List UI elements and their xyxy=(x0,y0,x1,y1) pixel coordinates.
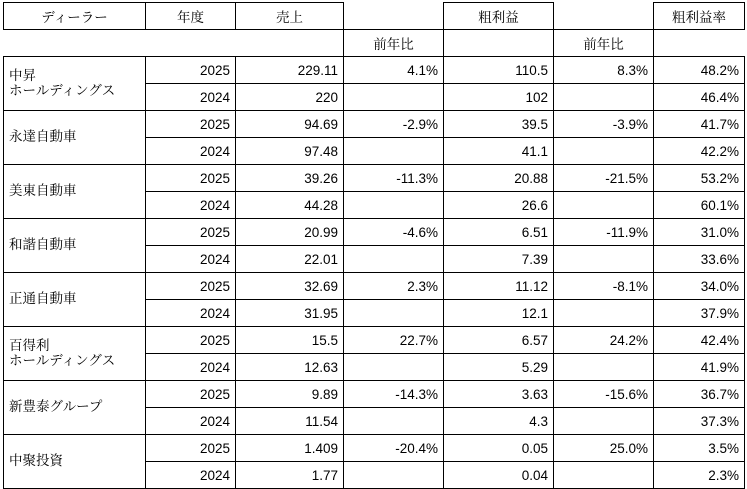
cell-gross-profit: 7.39 xyxy=(444,246,554,273)
cell-gp-yoy xyxy=(554,138,654,165)
cell-gp-margin: 53.2% xyxy=(654,165,745,192)
cell-gp-margin: 41.7% xyxy=(654,111,745,138)
dealer-name-line1: 正通自動車 xyxy=(9,291,77,307)
cell-sales-yoy: -20.4% xyxy=(344,435,444,462)
cell-dealer-name xyxy=(4,219,146,273)
cell-sales: 9.89 xyxy=(236,381,344,408)
dealer-name-line2: ホールディングス xyxy=(9,82,116,98)
header-gross-profit: 粗利益 xyxy=(444,3,554,30)
cell-gp-yoy xyxy=(554,192,654,219)
cell-gp-yoy xyxy=(554,300,654,327)
cell-gross-profit: 5.29 xyxy=(444,354,554,381)
cell-gp-yoy: 8.3% xyxy=(554,57,654,84)
cell-gross-profit: 110.5 xyxy=(444,57,554,84)
cell-gp-yoy xyxy=(554,354,654,381)
cell-sales-yoy xyxy=(344,300,444,327)
cell-gp-yoy xyxy=(554,408,654,435)
cell-gp-yoy: -11.9% xyxy=(554,219,654,246)
cell-year: 2024 xyxy=(146,138,236,165)
cell-dealer-name xyxy=(4,165,146,219)
table-header-row-1 xyxy=(4,3,745,30)
dealer-name-line1: 和諧自動車 xyxy=(9,237,77,253)
cell-year: 2025 xyxy=(146,165,236,192)
cell-gp-yoy: -15.6% xyxy=(554,381,654,408)
dealer-name-line1: 中聚投資 xyxy=(9,453,63,469)
table-row xyxy=(4,327,745,354)
subheader-gp-margin-spacer xyxy=(654,30,745,57)
cell-gross-profit: 41.1 xyxy=(444,138,554,165)
table-row xyxy=(4,273,745,300)
header-sales-yoy: 前年比 xyxy=(344,30,444,57)
cell-dealer-name xyxy=(4,327,146,381)
cell-gross-profit: 4.3 xyxy=(444,408,554,435)
cell-sales: 32.69 xyxy=(236,273,344,300)
cell-sales-yoy xyxy=(344,192,444,219)
cell-gross-profit: 6.57 xyxy=(444,327,554,354)
cell-gp-margin: 33.6% xyxy=(654,246,745,273)
cell-sales-yoy: 4.1% xyxy=(344,57,444,84)
cell-gp-margin: 2.3% xyxy=(654,462,745,489)
cell-year: 2024 xyxy=(146,84,236,111)
cell-year: 2024 xyxy=(146,192,236,219)
cell-gross-profit: 6.51 xyxy=(444,219,554,246)
subheader-dealer-spacer xyxy=(4,30,146,57)
cell-gross-profit: 11.12 xyxy=(444,273,554,300)
table-row xyxy=(4,435,745,462)
cell-gp-margin: 42.2% xyxy=(654,138,745,165)
cell-gross-profit: 12.1 xyxy=(444,300,554,327)
cell-sales-yoy xyxy=(344,408,444,435)
cell-sales: 12.63 xyxy=(236,354,344,381)
cell-gp-yoy: -21.5% xyxy=(554,165,654,192)
cell-dealer-name xyxy=(4,57,146,111)
cell-gp-yoy xyxy=(554,462,654,489)
subheader-year-spacer xyxy=(146,30,236,57)
cell-year: 2025 xyxy=(146,381,236,408)
cell-sales: 220 xyxy=(236,84,344,111)
cell-year: 2025 xyxy=(146,273,236,300)
cell-sales: 44.28 xyxy=(236,192,344,219)
cell-gross-profit: 0.04 xyxy=(444,462,554,489)
cell-gp-yoy xyxy=(554,84,654,111)
header-sales-yoy-spacer xyxy=(344,3,444,30)
cell-year: 2024 xyxy=(146,300,236,327)
cell-sales: 1.77 xyxy=(236,462,344,489)
cell-year: 2024 xyxy=(146,408,236,435)
cell-sales: 20.99 xyxy=(236,219,344,246)
cell-gp-yoy: -3.9% xyxy=(554,111,654,138)
cell-year: 2024 xyxy=(146,354,236,381)
header-gp-yoy: 前年比 xyxy=(554,30,654,57)
cell-dealer-name xyxy=(4,381,146,435)
cell-gp-yoy: 24.2% xyxy=(554,327,654,354)
cell-sales-yoy xyxy=(344,354,444,381)
cell-sales-yoy xyxy=(344,84,444,111)
subheader-gp-spacer xyxy=(444,30,554,57)
header-year: 年度 xyxy=(146,3,236,30)
cell-gp-margin: 37.9% xyxy=(654,300,745,327)
dealer-name-line1: 百得利 xyxy=(9,338,50,354)
cell-gp-margin: 3.5% xyxy=(654,435,745,462)
cell-year: 2024 xyxy=(146,246,236,273)
header-gp-yoy-spacer xyxy=(554,3,654,30)
cell-gp-yoy: 25.0% xyxy=(554,435,654,462)
cell-gross-profit: 20.88 xyxy=(444,165,554,192)
subheader-sales-spacer xyxy=(236,30,344,57)
dealer-financials-table xyxy=(3,2,745,489)
dealer-name-line1: 中昇 xyxy=(9,68,36,84)
cell-year: 2025 xyxy=(146,219,236,246)
table-row xyxy=(4,381,745,408)
cell-sales: 39.26 xyxy=(236,165,344,192)
cell-gross-profit: 0.05 xyxy=(444,435,554,462)
spreadsheet-canvas xyxy=(0,2,747,483)
cell-year: 2025 xyxy=(146,111,236,138)
cell-gross-profit: 26.6 xyxy=(444,192,554,219)
cell-year: 2025 xyxy=(146,57,236,84)
cell-gp-margin: 60.1% xyxy=(654,192,745,219)
cell-gp-margin: 41.9% xyxy=(654,354,745,381)
cell-gp-margin: 42.4% xyxy=(654,327,745,354)
cell-sales-yoy: -4.6% xyxy=(344,219,444,246)
cell-sales-yoy xyxy=(344,138,444,165)
cell-gross-profit: 3.63 xyxy=(444,381,554,408)
table-row xyxy=(4,57,745,84)
header-sales: 売上 xyxy=(236,3,344,30)
cell-gp-margin: 36.7% xyxy=(654,381,745,408)
cell-gp-margin: 46.4% xyxy=(654,84,745,111)
cell-year: 2024 xyxy=(146,462,236,489)
cell-sales: 11.54 xyxy=(236,408,344,435)
header-gp-margin: 粗利益率 xyxy=(654,3,745,30)
table-header-row-2 xyxy=(4,30,745,57)
dealer-name-line1: 新豊泰グループ xyxy=(9,399,103,415)
dealer-name-line1: 美東自動車 xyxy=(9,183,77,199)
header-dealer: ディーラー xyxy=(4,3,146,30)
cell-dealer-name xyxy=(4,435,146,489)
cell-gross-profit: 39.5 xyxy=(444,111,554,138)
table-row xyxy=(4,111,745,138)
cell-sales: 229.11 xyxy=(236,57,344,84)
cell-gp-margin: 31.0% xyxy=(654,219,745,246)
cell-sales-yoy: -2.9% xyxy=(344,111,444,138)
cell-sales-yoy: -11.3% xyxy=(344,165,444,192)
cell-sales-yoy xyxy=(344,462,444,489)
cell-gp-margin: 37.3% xyxy=(654,408,745,435)
table-row xyxy=(4,165,745,192)
cell-sales-yoy: -14.3% xyxy=(344,381,444,408)
cell-sales: 22.01 xyxy=(236,246,344,273)
cell-dealer-name xyxy=(4,111,146,165)
cell-gross-profit: 102 xyxy=(444,84,554,111)
cell-sales-yoy xyxy=(344,246,444,273)
cell-sales: 97.48 xyxy=(236,138,344,165)
cell-year: 2025 xyxy=(146,435,236,462)
cell-gp-yoy xyxy=(554,246,654,273)
cell-sales: 94.69 xyxy=(236,111,344,138)
cell-sales: 15.5 xyxy=(236,327,344,354)
cell-dealer-name xyxy=(4,273,146,327)
dealer-name-line1: 永達自動車 xyxy=(9,129,77,145)
cell-sales: 31.95 xyxy=(236,300,344,327)
cell-gp-yoy: -8.1% xyxy=(554,273,654,300)
cell-gp-margin: 34.0% xyxy=(654,273,745,300)
cell-gp-margin: 48.2% xyxy=(654,57,745,84)
cell-sales-yoy: 22.7% xyxy=(344,327,444,354)
cell-sales-yoy: 2.3% xyxy=(344,273,444,300)
dealer-name-line2: ホールディングス xyxy=(9,352,116,368)
table-row xyxy=(4,219,745,246)
cell-year: 2025 xyxy=(146,327,236,354)
cell-sales: 1.409 xyxy=(236,435,344,462)
